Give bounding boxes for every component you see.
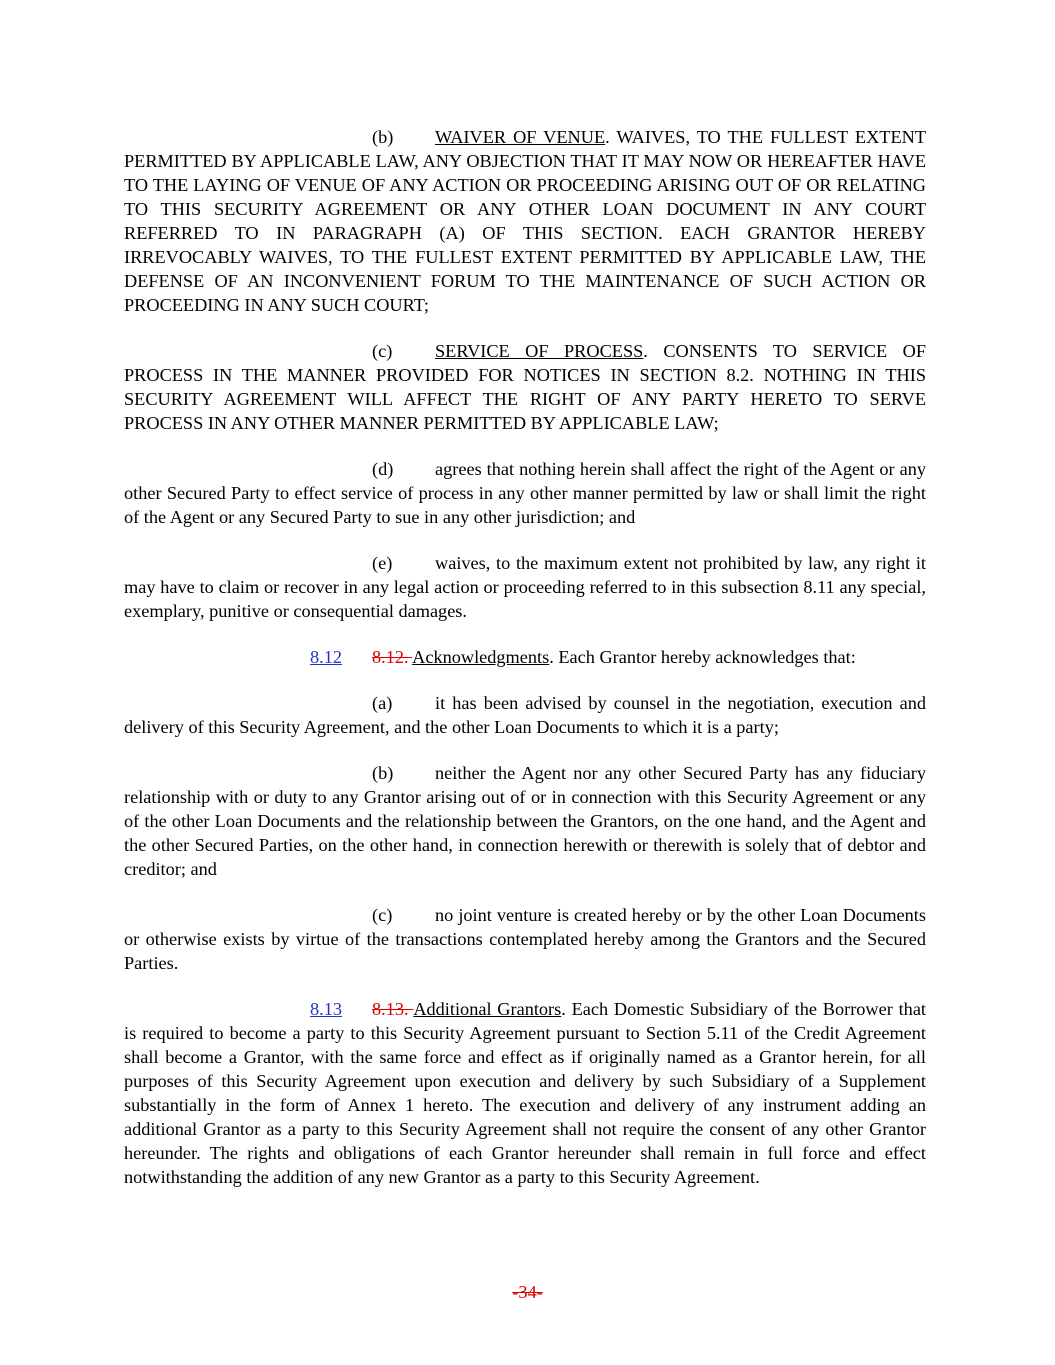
page-number-footer: [0, 1282, 1055, 1303]
paragraph-b-fiduciary: (b) neither the Agent nor any other Secured Party has any fiduciary relationship with or duty to any Grantor arising out of or in connection with this Security Agreement or any of the other Loan Documents and the relationship between the Grantors, on the one hand, and the Agent and the other Secured Parties, on the other hand, in connection herewith or therewith is solely that of debtor and creditor; and: [124, 763, 926, 879]
heading-additional-grantors: Additional Grantors: [413, 999, 562, 1019]
paragraph-c-service-of-process: (c) SERVICE OF PROCESS. CONSENTS TO SERVICE OF PROCESS IN THE MANNER PROVIDED FOR NOTICES IN SECTION 8.2. NOTHING IN THIS SECURITY AGREEMENT WILL AFFECT THE RIGHT OF ANY PARTY HERETO TO SERVE PROCESS IN ANY OTHER MANNER PERMITTED BY APPLICABLE LAW;: [124, 341, 926, 433]
paragraph-b-waiver-of-venue: (b) WAIVER OF VENUE. WAIVES, TO THE FULLEST EXTENT PERMITTED BY APPLICABLE LAW, ANY OBJECTION THAT IT MAY NOW OR HEREAFTER HAVE TO THE LAYING OF VENUE OF ANY ACTION OR PROCEEDING ARISING OUT OF OR RELATING TO THIS SECURITY AGREEMENT OR ANY OTHER LOAN DOCUMENT IN ANY COURT REFERRED TO IN PARAGRAPH (A) OF THIS SECTION. EACH GRANTOR HEREBY IRREVOCABLY WAIVES, TO THE FULLEST EXTENT PERMITTED BY APPLICABLE LAW, THE DEFENSE OF AN INCONVENIENT FORUM TO THE MAINTENANCE OF SUCH ACTION OR PROCEEDING IN ANY SUCH COURT;: [124, 127, 926, 315]
document-body: [124, 125, 926, 1211]
section-8-12-new-number[interactable]: 8.12: [310, 647, 342, 667]
paragraph-a-advised: (a) it has been advised by counsel in the negotiation, execution and delivery of this Security Agreement, and the other Loan Documents to which it is a party;: [124, 693, 926, 737]
heading-waiver-of-venue: WAIVER OF VENUE: [435, 127, 606, 147]
page-number: -34-: [512, 1282, 543, 1302]
section-8-13: 8.13 8.13. Additional Grantors. Each Domestic Subsidiary of the Borrower that is required to become a party to this Security Agreement pursuant to Section 5.11 of the Credit Agreement shall become a Grantor, with the same force and effect as if originally named as a Grantor herein, for all purposes of this Security Agreement upon execution and delivery by such Subsidiary of a Supplement substantially in the form of Annex 1 hereto. The execution and delivery of any instrument adding an additional Grantor as a party to this Security Agreement shall not require the consent of any other Grantor hereunder. The rights and obligations of each Grantor hereunder shall remain in full force and effect notwithstanding the addition of any new Grantor as a party to this Security Agreement.: [124, 999, 927, 1187]
paragraph-c-joint-venture: (c) no joint venture is created hereby or by the other Loan Documents or otherwise exists by virtue of the transactions contemplated hereby among the Grantors and the Secured Parties.: [124, 905, 926, 973]
section-8-12: 8.12 8.12. Acknowledgments. Each Grantor hereby acknowledges that:: [310, 647, 856, 667]
section-8-13-new-number[interactable]: 8.13: [310, 999, 342, 1019]
paragraph-e-waives: (e) waives, to the maximum extent not prohibited by law, any right it may have to claim or recover in any legal action or proceeding referred to in this subsection 8.11 any special, exemplary, punitive or consequential damages.: [124, 553, 926, 621]
heading-service-of-process: SERVICE OF PROCESS: [435, 341, 644, 361]
section-8-12-deleted-number: 8.12.: [372, 647, 413, 667]
heading-acknowledgments: Acknowledgments: [412, 647, 550, 667]
section-8-13-deleted-number: 8.13.: [372, 999, 414, 1019]
paragraph-d-agrees: (d) agrees that nothing herein shall affect the right of the Agent or any other Secured Party to effect service of process in any other manner permitted by law or shall limit the right of the Agent or any Secured Party to sue in any other jurisdiction; and: [124, 459, 926, 527]
